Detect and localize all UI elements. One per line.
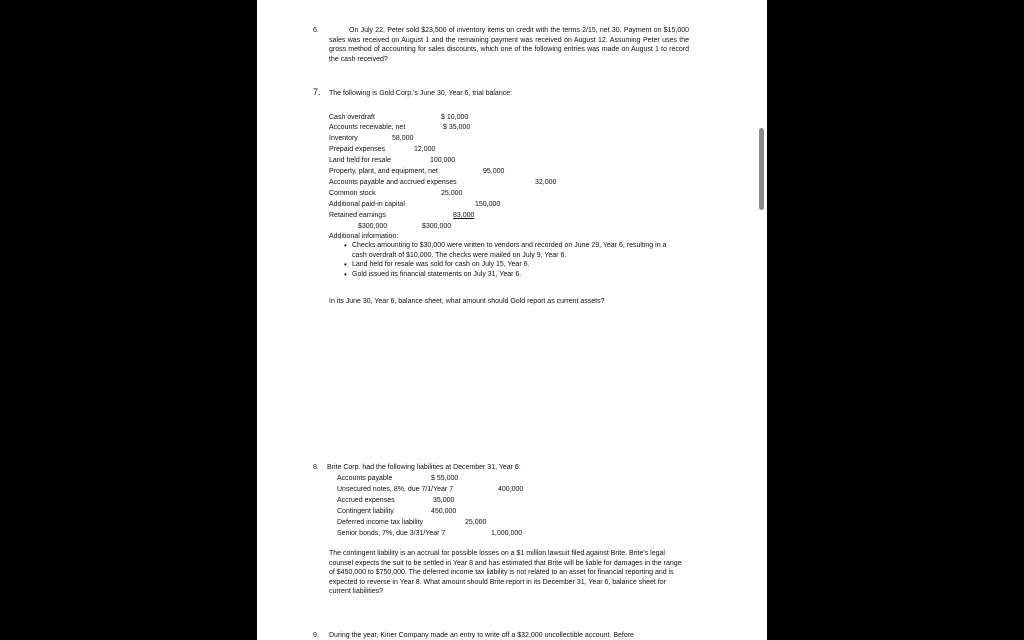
q7-row-label: Accounts receivable, net bbox=[329, 124, 406, 131]
q7-row-value: 25,000 bbox=[441, 190, 463, 197]
q9-number: 9. bbox=[313, 632, 319, 639]
q8-row-value: 1,000,000 bbox=[491, 530, 523, 537]
document-page bbox=[257, 0, 767, 640]
q7-total-credit: $300,000 bbox=[422, 223, 452, 230]
q8-row-value: 25,000 bbox=[465, 519, 487, 526]
q8-row-label: Accounts payable bbox=[337, 475, 393, 482]
q7-row-label: Prepaid expenses bbox=[329, 146, 386, 153]
q7-row-label: Retained earnings bbox=[329, 212, 386, 219]
q8-row-value: $ 55,000 bbox=[431, 475, 459, 482]
q8-row-label: Contingent liability bbox=[337, 508, 394, 515]
q7-row-value: $ 35,000 bbox=[443, 124, 471, 131]
q7-row-label: Common stock bbox=[329, 190, 376, 197]
q7-row-label: Inventory bbox=[329, 135, 358, 142]
q8-row-label: Unsecured notes, 8%, due 7/1/Year 7 bbox=[337, 486, 454, 493]
q7-row-label: Additional paid-in capital bbox=[329, 201, 405, 208]
q7-row-value: 95,000 bbox=[483, 168, 505, 175]
q7-row-value: 100,000 bbox=[430, 157, 456, 164]
q8-row-label: Deferred income tax liability bbox=[337, 519, 423, 526]
q7-row-value: 12,000 bbox=[414, 146, 436, 153]
q7-row-value: 83,000 bbox=[453, 212, 475, 219]
q8-number: 8. bbox=[313, 464, 319, 471]
list-item: • Checks amounting to $30,000 were written to vendors and recorded on June 29, Year 6, resulting in a cash overdraft of $10,000. The checks were mailed on July 9, Year 6. bbox=[343, 241, 683, 260]
q7-total-debit: $300,000 bbox=[358, 223, 388, 230]
vertical-scrollbar[interactable] bbox=[759, 128, 764, 210]
list-item: • Gold issued its financial statements on July 31, Year 6. bbox=[343, 270, 683, 280]
q7-question: In its June 30, Year 6, balance sheet, what amount should Gold report as current assets? bbox=[329, 298, 605, 305]
q8-row-label: Accrued expenses bbox=[337, 497, 395, 504]
q8-text: The contingent liability is an accrual for possible losses on a $1 million lawsuit filed against Brite. Brite's legal counsel expects the suit to be settled in Year 8 and has estimated that Brite will be liable for damages in the range of $450,000 to $750,000. The deferred income tax liability is not related to an asset for financial reporting and is expected to reverse in Year 8. What amount should Brite report in its December 31, Year 6, balance sheet for current liabilities? bbox=[329, 550, 682, 596]
q7-row-value: 150,000 bbox=[475, 201, 501, 208]
q8-row-value: 400,000 bbox=[498, 486, 524, 493]
q7-row-value: 58,000 bbox=[392, 135, 414, 142]
q8-row-label: Senior bonds, 7%, due 3/31/Year 7 bbox=[337, 530, 446, 537]
q8-row-value: 450,000 bbox=[431, 508, 457, 515]
q7-row-value: $ 10,000 bbox=[441, 114, 469, 121]
q7-row-value: 32,000 bbox=[535, 179, 557, 186]
q9-text: During the year, Kiner Company made an entry to write off a $32,000 uncollectible account. Before bbox=[329, 632, 634, 639]
q7-additional-label: Additional information: bbox=[329, 233, 399, 240]
q7-number: 7. bbox=[313, 87, 321, 97]
list-item: • Land held for resale was sold for cash on July 15, Year 6. bbox=[343, 260, 683, 270]
q7-additional-list bbox=[343, 241, 683, 279]
q6-text: On July 22, Peter sold $23,500 of inventory items on credit with the terms 2/15, net 30. Payment on $15,000 sales was received on August 1 and the remaining payment was received on August 12. Assuming Peter uses the gross method of accounting for sales discounts, which one of the following entries was made on August 1 to record the cash received? bbox=[329, 27, 689, 63]
q8-intro: Brite Corp. had the following liabilities at December 31, Year 6: bbox=[327, 464, 521, 471]
q7-row-label: Property, plant, and equipment, net bbox=[329, 168, 438, 175]
q7-row-label: Cash overdraft bbox=[329, 114, 375, 121]
q7-row-label: Accounts payable and accrued expenses bbox=[329, 179, 457, 186]
q6-number: 6. bbox=[313, 27, 319, 34]
q7-intro: The following is Gold Corp.'s June 30, Year 6, trial balance: bbox=[329, 90, 513, 97]
q8-row-value: 35,000 bbox=[433, 497, 455, 504]
q7-row-label: Land held for resale bbox=[329, 157, 391, 164]
